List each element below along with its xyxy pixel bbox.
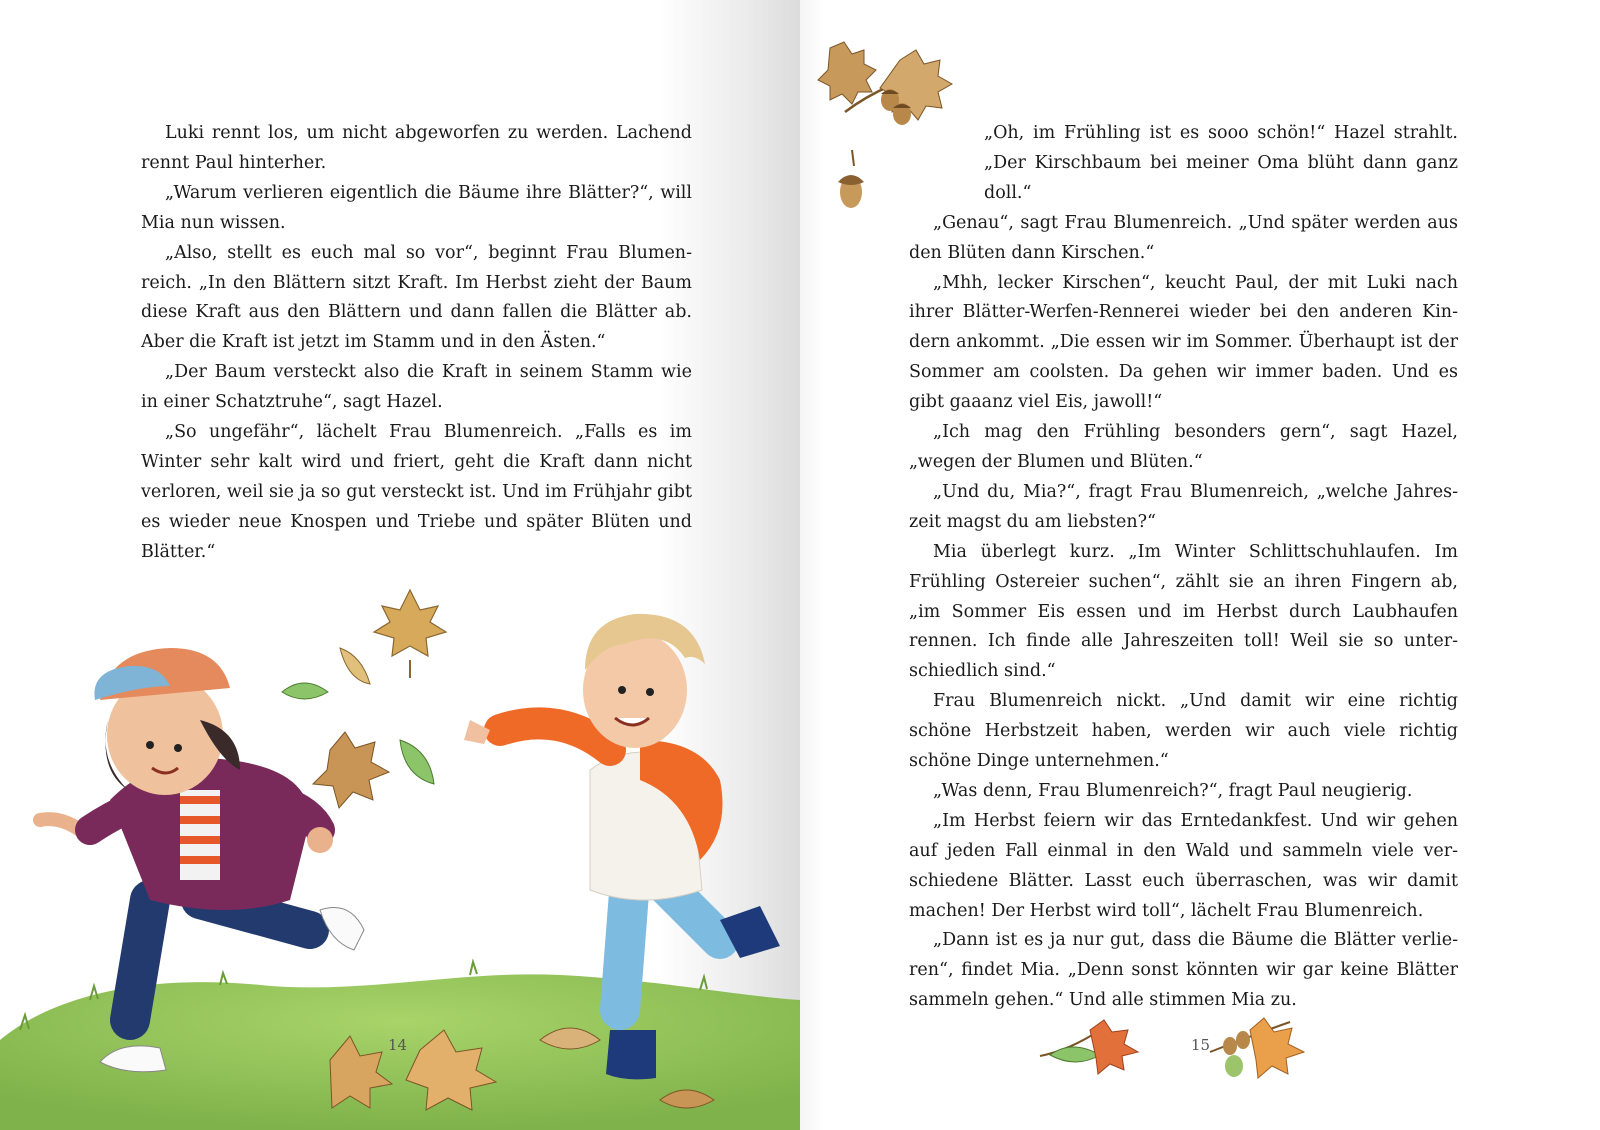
paragraph: Mia überlegt kurz. „Im Winter Schlittschuhlaufen. Im Frühling Ostereier suchen“, zählt sie an ihren Fingern ab, „im Sommer Eis essen und im Herbst durch Laubhaufen rennen. Ich finde alle Jahreszeiten toll! Weil sie so unterschiedlich sind.“ xyxy=(909,541,1458,682)
paragraph: „Warum verlieren eigentlich die Bäume ihre Blätter?“, will Mia nun wissen. xyxy=(141,182,692,233)
paragraph: „Der Baum versteckt also die Kraft in seinem Stamm wie in einer Schatztruhe“, sagt Hazel. xyxy=(141,362,692,413)
oak-sprig-icon xyxy=(818,42,952,125)
leaf-icon xyxy=(340,648,370,684)
paragraph: „Genau“, sagt Frau Blumenreich. „Und später werden aus den Blüten dann Kirschen.“ xyxy=(909,212,1458,263)
paragraph: „Oh, im Frühling ist es sooo schön!“ Hazel strahlt. „Der Kirschbaum bei meiner Oma blüht dann ganz doll.“ xyxy=(984,123,1458,203)
paragraph: Luki rennt los, um nicht abgeworfen zu werden. Lachend rennt Paul hinterher. xyxy=(141,123,692,173)
right-page-text xyxy=(909,119,1458,1016)
paragraph: „Was denn, Frau Blumenreich?“, fragt Paul neugierig. xyxy=(933,780,1413,801)
paragraph: „So ungefähr“, lächelt Frau Blumenreich. „Falls es im Winter sehr kalt wird und friert, geht die Kraft dann nicht verloren, weil sie ja so gut versteckt ist. Und im Frühjahr gibt es wieder neue Knospen und Triebe und später Blüten und Blätter.“ xyxy=(141,422,692,562)
leaf-cluster-right-icon xyxy=(1210,1018,1304,1078)
page-number-right: 15 xyxy=(1191,1036,1211,1054)
paragraph: „Mhh, lecker Kirschen“, keucht Paul, der mit Luki nach ihrer Blätter-Werfen-Rennerei wieder bei den anderen Kindern ankommt. „Die essen wir im Sommer. Überhaupt ist der Sommer am coolsten. Da gehen wir immer baden. Und es gibt gaaanz viel Eis, jawoll!“ xyxy=(909,272,1458,413)
leaf-cluster-left-icon xyxy=(1040,1020,1138,1074)
leaf-icon xyxy=(400,740,434,784)
leaf-icon xyxy=(313,732,389,808)
leaf-icon xyxy=(282,683,328,699)
paragraph: „Ich mag den Frühling besonders gern“, sagt Hazel, „wegen der Blumen und Blüten.“ xyxy=(909,422,1458,472)
page-number-left: 14 xyxy=(388,1036,408,1054)
paragraph: „Also, stellt es euch mal so vor“, beginnt Frau Blumenreich. „In den Blättern sitzt Kraft. Im Herbst zieht der Baum diese Kraft aus den Blättern und dann fallen die Blätter ab. Aber die Kraft ist jetzt im Stamm und in den Ästen.“ xyxy=(141,242,692,353)
paragraph: „Im Herbst feiern wir das Erntedankfest. Und wir gehen auf jeden Fall einmal in den Wald und sammeln viele verschiedene Blätter. Lasst euch überraschen, was wir damit machen! Der Herbst wird toll“, lächelt Frau Blumenreich. xyxy=(909,810,1458,921)
oak-leaf-icon xyxy=(374,590,446,678)
right-page xyxy=(800,0,1600,1130)
acorn-icon xyxy=(838,150,864,208)
paragraph: Frau Blumenreich nickt. „Und damit wir eine richtig schöne Herbstzeit haben, werden wir auch viele richtig schöne Dinge unternehmen.“ xyxy=(909,691,1458,772)
paragraph: „Und du, Mia?“, fragt Frau Blumenreich, „welche Jahreszeit magst du am liebsten?“ xyxy=(909,481,1458,532)
paragraph: „Dann ist es ja nur gut, dass die Bäume die Blätter verlieren“, findet Mia. „Denn sonst könnten wir gar keine Blätter sammeln gehen.“ Und alle stimmen Mia zu. xyxy=(909,930,1458,1011)
